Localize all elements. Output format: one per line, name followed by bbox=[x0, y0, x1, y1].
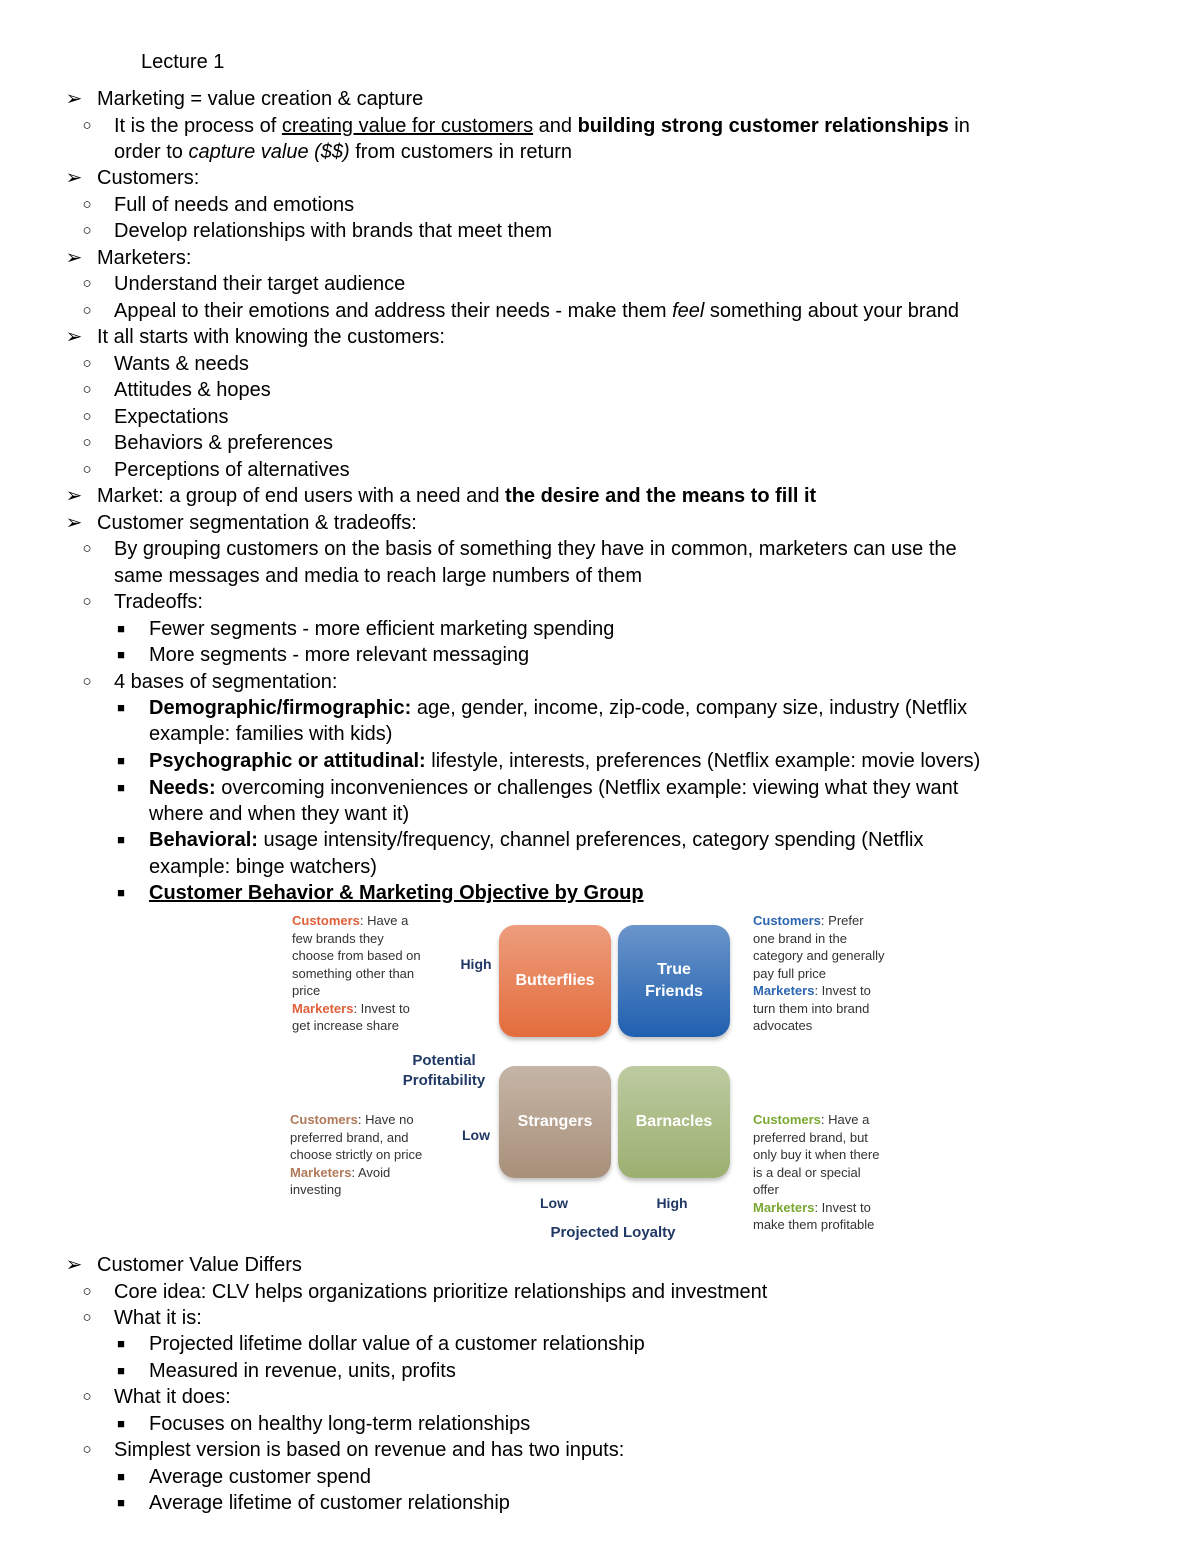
marketers-label: Marketers bbox=[753, 983, 815, 998]
square-bullet-icon: ■ bbox=[117, 1495, 125, 1510]
square-bullet-icon: ■ bbox=[117, 832, 125, 847]
x-axis-low-label: Low bbox=[540, 1195, 568, 1211]
bullet-text: What it is: bbox=[114, 1307, 202, 1329]
square-bullet-icon: ■ bbox=[117, 647, 125, 662]
bullet-text: Marketing = value creation & capture bbox=[97, 88, 424, 110]
bullet-text: Full of needs and emotions bbox=[114, 194, 355, 216]
bullet-text: Customers: bbox=[97, 167, 200, 189]
arrow-bullet-icon: ➢ bbox=[65, 247, 83, 269]
section-heading: Customer Behavior & Marketing Objective by Group bbox=[149, 882, 644, 904]
bullet-text: More segments - more relevant messaging bbox=[149, 644, 530, 666]
matrix-text-true-friends: Customers: Prefer one brand in the category and generally pay full price Marketers: Invest to turn them into brand advocates bbox=[753, 913, 885, 1033]
bullet-text: Behaviors & preferences bbox=[114, 432, 334, 454]
bullet-text: It is the process of creating value for customers and building strong customer relationships in bbox=[114, 115, 970, 137]
bullet-text: same messages and media to reach large numbers of them bbox=[114, 565, 643, 587]
arrow-bullet-icon: ➢ bbox=[65, 485, 83, 507]
square-bullet-icon: ■ bbox=[117, 621, 125, 636]
bullet-text: It all starts with knowing the customers: bbox=[97, 326, 445, 348]
square-bullet-icon: ■ bbox=[117, 1416, 125, 1431]
matrix-text-butterflies: Customers: Have a few brands they choose from based on something other than price Marketers: Invest to get increase share bbox=[292, 913, 421, 1033]
bullet-text: Appeal to their emotions and address their needs - make them feel something about your brand bbox=[114, 300, 959, 322]
marketers-label: Marketers bbox=[290, 1164, 352, 1180]
circle-bullet-icon: ○ bbox=[82, 275, 92, 292]
circle-bullet-icon: ○ bbox=[82, 117, 92, 134]
bullet-text: Demographic/firmographic: age, gender, income, zip-code, company size, industry (Netflix bbox=[149, 697, 968, 719]
customers-label: Customers bbox=[290, 1112, 358, 1127]
circle-bullet-icon: ○ bbox=[82, 1283, 92, 1300]
x-axis-title: Projected Loyalty bbox=[550, 1224, 676, 1241]
bullet-text: Needs: overcoming inconveniences or challenges (Netflix example: viewing what they want bbox=[149, 777, 959, 799]
bullet-text: Measured in revenue, units, profits bbox=[149, 1360, 456, 1382]
circle-bullet-icon: ○ bbox=[82, 302, 92, 319]
bullet-text: Market: a group of end users with a need and the desire and the means to fill it bbox=[97, 485, 817, 507]
y-axis-high-label: High bbox=[460, 956, 492, 972]
bullet-text: Core idea: CLV helps organizations prioritize relationships and investment bbox=[114, 1281, 768, 1303]
circle-bullet-icon: ○ bbox=[82, 540, 92, 557]
bullet-text: Wants & needs bbox=[114, 353, 249, 375]
customers-label: Customers bbox=[292, 913, 360, 928]
square-bullet-icon: ■ bbox=[117, 885, 125, 900]
arrow-bullet-icon: ➢ bbox=[65, 1254, 83, 1276]
bullet-text: Perceptions of alternatives bbox=[114, 459, 350, 481]
quadrant-barnacles: Barnacles bbox=[618, 1066, 730, 1178]
bullet-text: Understand their target audience bbox=[114, 273, 406, 295]
y-axis-low-label: Low bbox=[462, 1127, 490, 1143]
marketers-label: Marketers bbox=[292, 1000, 354, 1016]
circle-bullet-icon: ○ bbox=[82, 434, 92, 451]
circle-bullet-icon: ○ bbox=[82, 222, 92, 239]
bullet-text: Fewer segments - more efficient marketing spending bbox=[149, 618, 615, 640]
bullet-text: Customer segmentation & tradeoffs: bbox=[97, 512, 417, 534]
bullet-text: Develop relationships with brands that meet them bbox=[114, 220, 553, 242]
quadrant-butterflies: Butterflies bbox=[499, 925, 611, 1037]
bullet-text: Behavioral: usage intensity/frequency, channel preferences, category spending (Netflix bbox=[149, 829, 924, 851]
arrow-bullet-icon: ➢ bbox=[65, 326, 83, 348]
customers-label: Customers bbox=[753, 913, 821, 928]
square-bullet-icon: ■ bbox=[117, 700, 125, 715]
circle-bullet-icon: ○ bbox=[82, 355, 92, 372]
x-axis-high-label: High bbox=[656, 1195, 688, 1211]
square-bullet-icon: ■ bbox=[117, 753, 125, 768]
matrix-text-barnacles: Customers: Have a preferred brand, but only buy it when there is a deal or special offer Marketers: Invest to make them profitable bbox=[753, 1112, 880, 1232]
bullet-text: Projected lifetime dollar value of a customer relationship bbox=[149, 1333, 645, 1355]
circle-bullet-icon: ○ bbox=[82, 461, 92, 478]
bullet-text: Simplest version is based on revenue and has two inputs: bbox=[114, 1439, 625, 1461]
quadrant-strangers: Strangers bbox=[499, 1066, 611, 1178]
circle-bullet-icon: ○ bbox=[82, 408, 92, 425]
bullet-text: Psychographic or attitudinal: lifestyle, interests, preferences (Netflix example: movie lovers) bbox=[149, 750, 981, 772]
bullet-text: 4 bases of segmentation: bbox=[114, 671, 338, 693]
bullet-text: example: binge watchers) bbox=[149, 856, 377, 878]
circle-bullet-icon: ○ bbox=[82, 593, 92, 610]
bullet-text: By grouping customers on the basis of something they have in common, marketers can use the bbox=[114, 538, 957, 560]
bullet-text: order to capture value ($$) from customers in return bbox=[114, 141, 572, 163]
y-axis-title: Potential Profitability bbox=[402, 1052, 486, 1089]
bullet-text: Attitudes & hopes bbox=[114, 379, 271, 401]
circle-bullet-icon: ○ bbox=[82, 381, 92, 398]
customers-label: Customers bbox=[753, 1112, 821, 1127]
bullet-text: Average customer spend bbox=[149, 1466, 371, 1488]
bullet-text: example: families with kids) bbox=[149, 723, 393, 745]
matrix-text-strangers: Customers: Have no preferred brand, and choose strictly on price Marketers: Avoid investing bbox=[290, 1112, 423, 1197]
arrow-bullet-icon: ➢ bbox=[65, 512, 83, 534]
marketers-label: Marketers bbox=[753, 1199, 815, 1215]
square-bullet-icon: ■ bbox=[117, 1363, 125, 1378]
quadrant-true-friends: True Friends bbox=[618, 925, 730, 1037]
circle-bullet-icon: ○ bbox=[82, 1388, 92, 1405]
bullet-text: Tradeoffs: bbox=[114, 591, 203, 613]
bullet-text: What it does: bbox=[114, 1386, 231, 1408]
circle-bullet-icon: ○ bbox=[82, 196, 92, 213]
bullet-text: where and when they want it) bbox=[149, 803, 410, 825]
square-bullet-icon: ■ bbox=[117, 780, 125, 795]
page-title: Lecture 1 bbox=[141, 51, 225, 73]
bullet-text: Average lifetime of customer relationship bbox=[149, 1492, 510, 1514]
circle-bullet-icon: ○ bbox=[82, 1309, 92, 1326]
square-bullet-icon: ■ bbox=[117, 1336, 125, 1351]
bullet-text: Expectations bbox=[114, 406, 229, 428]
customer-matrix-figure bbox=[283, 908, 907, 1246]
circle-bullet-icon: ○ bbox=[82, 673, 92, 690]
bullet-text: Customer Value Differs bbox=[97, 1254, 302, 1276]
arrow-bullet-icon: ➢ bbox=[65, 88, 83, 110]
arrow-bullet-icon: ➢ bbox=[65, 167, 83, 189]
square-bullet-icon: ■ bbox=[117, 1469, 125, 1484]
bullet-text: Focuses on healthy long-term relationships bbox=[149, 1413, 531, 1435]
circle-bullet-icon: ○ bbox=[82, 1441, 92, 1458]
bullet-text: Marketers: bbox=[97, 247, 192, 269]
